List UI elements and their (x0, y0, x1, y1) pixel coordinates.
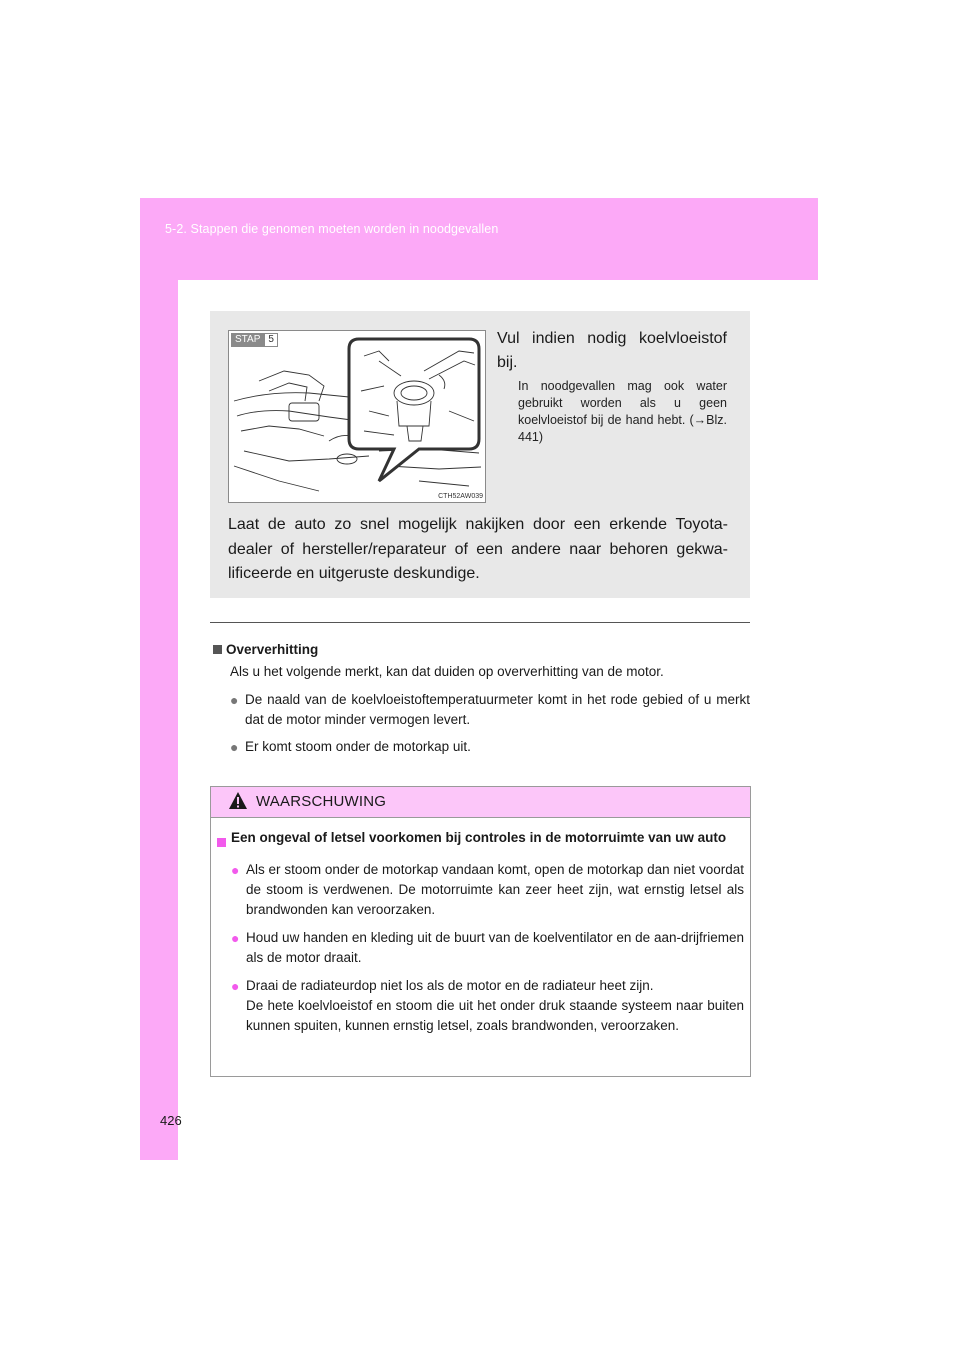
bullet-dot-icon: ● (231, 862, 240, 878)
page-number: 426 (160, 1113, 182, 1128)
radiator-cap-illustration-icon (229, 331, 485, 502)
chapter-header-band (140, 198, 818, 280)
engine-illustration (228, 330, 486, 503)
list-item (231, 976, 744, 1036)
step-number: 5 (264, 333, 278, 347)
step-instruction: Vul indien nodig koelvloeistof bij. (497, 330, 727, 371)
warning-triangle-icon (228, 791, 248, 810)
list-item-text: Er komt stoom onder de motorkap uit. (245, 739, 471, 754)
warning-subtitle-text: Een ongeval of letsel voorkomen bij controles in de motorruimte van uw auto (231, 830, 727, 845)
step-note: In noodgevallen mag ook water gebruikt worden als u geen koelvloeistof bij de hand hebt. (→Blz. 441) (518, 379, 727, 444)
warning-square-icon (217, 838, 226, 847)
warning-item-text (246, 976, 744, 1036)
list-item-text: De naald van de koelvloeistoftemperatuurmeter komt in het rode gebied of u merkt dat de motor minder vermogen levert. (245, 692, 750, 727)
step-label: STAP (231, 333, 264, 347)
bullet-dot-icon: ● (231, 930, 240, 946)
warning-item-text: Als er stoom onder de motorkap vandaan komt, open de motorkap dan niet voordat de stoom is verdwenen. De motorruimte kan zeer heet zijn, wat ernstig letsel als brandwonden kan veroorzaken. (246, 862, 744, 917)
step-number-badge (231, 333, 278, 347)
warning-item-line: Draai de radiateurdop niet los als de motor en de radiateur heet zijn. (246, 978, 654, 993)
warning-item-text: Houd uw handen en kleding uit de buurt van de koelventilator en de aan-drijfriemen als de motor draait. (246, 930, 744, 965)
side-margin-band (140, 280, 178, 1160)
bullet-dot-icon: ● (230, 739, 239, 755)
list-item (231, 928, 744, 968)
list-item (230, 737, 750, 757)
bullet-dot-icon: ● (231, 978, 240, 994)
step-footer-text: Laat de auto zo snel mogelijk nakijken door een erkende Toyota-dealer of hersteller/reparateur of een andere naar behoren gekwa-lificeerde en uitgeruste deskundige. (228, 516, 728, 582)
section-divider (210, 622, 750, 623)
figure-code: CTH52AW039 (438, 493, 483, 500)
list-item (231, 860, 744, 920)
chapter-section-title: 5-2. Stappen die genomen moeten worden in noodgevallen (165, 222, 499, 236)
warning-box (210, 786, 751, 1077)
overheating-intro: Als u het volgende merkt, kan dat duiden op oververhitting van de motor. (230, 664, 664, 679)
list-item (230, 690, 750, 730)
overheating-title (213, 640, 750, 660)
warning-header (211, 787, 750, 818)
warning-subtitle (217, 828, 744, 853)
section-square-icon (213, 645, 222, 654)
warning-title: WAARSCHUWING (256, 793, 387, 810)
warning-body (217, 828, 744, 1044)
overheating-title-text: Oververhitting (226, 642, 319, 657)
overheating-section (213, 640, 750, 764)
bullet-dot-icon: ● (230, 692, 239, 708)
step-box (210, 311, 750, 598)
warning-item-line: De hete koelvloeistof en stoom die uit het onder druk staande systeem naar buiten kunnen spuiten, kunnen ernstig letsel, zoals brandwonden, veroorzaken. (246, 998, 744, 1033)
